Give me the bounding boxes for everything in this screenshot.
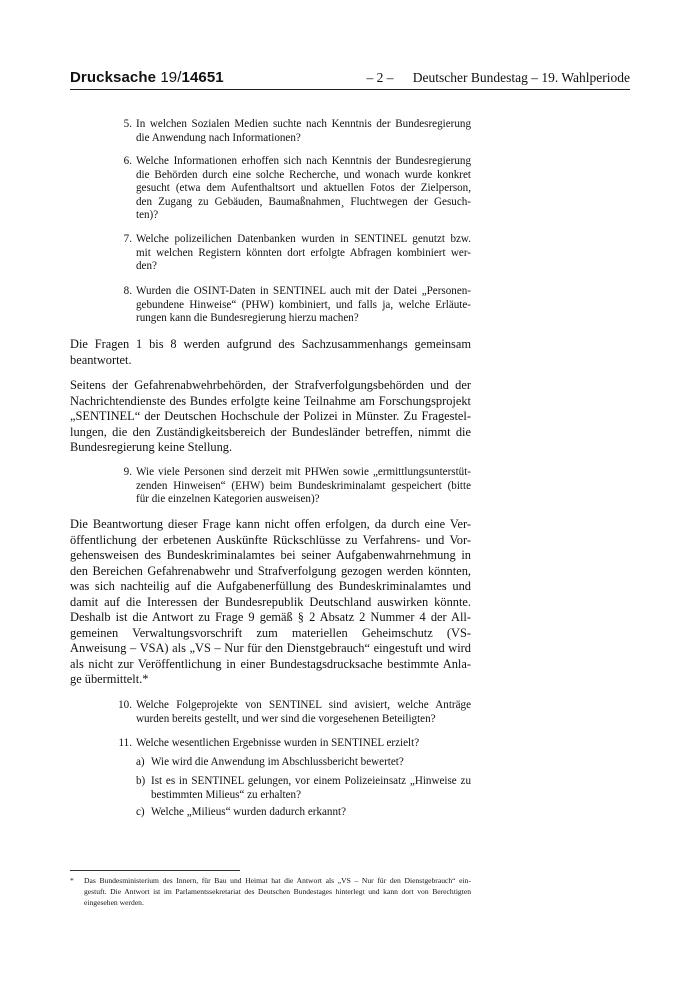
doc-number-prefix: 19/ <box>160 69 182 86</box>
question-11-b <box>136 775 471 802</box>
question-9 <box>123 466 471 507</box>
answer-1-8-body <box>70 378 471 456</box>
page-number: – 2 – <box>366 70 394 85</box>
doc-label: Drucksache <box>70 69 157 86</box>
sub-question-line: Welche „Milieus“ wurden dadurch erkannt? <box>151 806 347 818</box>
answer-9 <box>70 517 471 688</box>
question-line: In welchen Sozialen Medien suchte nach Kenntnis der Bundesregierung <box>136 118 471 130</box>
answer-line: Die Fragen 1 bis 8 werden aufgrund des Sachzusammenhangs gemeinsam <box>70 337 471 351</box>
question-line: Welche polizeilichen Datenbanken wurden in SENTINEL genutzt bzw. <box>136 233 471 245</box>
question-line: Welche Folgeprojekte von SENTINEL sind avisiert, welche Anträge <box>136 699 471 711</box>
sub-question-line: bestimmten Milieus“ zu erhalten? <box>151 788 302 801</box>
question-5 <box>123 118 471 145</box>
answer-1-8-intro <box>70 337 471 368</box>
question-line: die Behörden durch eine solche Recherche, und wonach wurde konkret <box>136 168 471 181</box>
question-number: 7. <box>123 233 132 245</box>
answer-line: den Bereichen Gefahrenabwehr und Strafverfolgung gezogen werden könnten, <box>70 563 471 578</box>
answer-line: gehensweisen des Bundeskriminalamtes bei seiner Aufgabenwahrnehmung in <box>70 548 471 562</box>
header-rule <box>70 89 630 90</box>
question-10 <box>118 699 471 726</box>
answer-line: lungen, die den Zuständigkeitsbereich der Bundesländer betreffen, nimmt die <box>70 424 471 439</box>
page-header <box>70 69 630 89</box>
question-number: 11. <box>118 737 132 749</box>
sub-question-line: Wie wird die Anwendung im Abschlussbericht bewertet? <box>151 756 404 768</box>
answer-line: damit auf die Interessen der Bundesrepublik Deutschland auswirken könnte. <box>70 594 471 609</box>
question-line: Wurden die OSINT-Daten in SENTINEL auch mit der Datei „Personen- <box>136 285 471 297</box>
document-number <box>70 69 224 86</box>
footnote-line: eingesehen werden. <box>84 898 144 907</box>
question-8 <box>123 285 471 326</box>
question-11 <box>118 737 471 751</box>
answer-line: als nicht zur Veröffentlichung in einer Bundestagsdrucksache bestimmte Anla- <box>70 656 471 671</box>
header-parliament: Deutscher Bundestag – 19. Wahlperiode <box>412 70 630 85</box>
sub-question-letter: b) <box>136 775 146 787</box>
answer-line: öffentlichung der erbetenen Auskünfte Rückschlüsse zu Verfahrens- und Vor- <box>70 532 471 547</box>
footnote-mark: * <box>70 876 74 885</box>
question-line: Welche wesentlichen Ergebnisse wurden in SENTINEL erzielt? <box>136 737 420 749</box>
answer-line: beantwortet. <box>70 352 132 367</box>
question-line: den? <box>136 260 157 273</box>
sub-question-letter: c) <box>136 806 145 818</box>
sub-question-line: Ist es in SENTINEL gelungen, vor einem Polizeieinsatz „Hinweise zu <box>151 775 471 787</box>
question-number: 5. <box>123 118 132 130</box>
question-line: wurden bereits gestellt, und wer sind die vorgesehenen Beteiligten? <box>136 712 436 725</box>
question-7 <box>123 233 471 274</box>
question-number: 8. <box>123 285 132 297</box>
question-11-c <box>136 806 471 820</box>
question-line: mit welchen Registern könnten dort erfolgte Abfragen kombiniert wer- <box>136 246 471 259</box>
question-number: 6. <box>123 155 132 167</box>
question-line: Welche Informationen erhoffen sich nach Kenntnis der Bundesregierung <box>136 155 471 167</box>
question-line: rungen kann die Bundesregierung hierzu machen? <box>136 312 359 325</box>
question-line: den Zugang zu Gebäuden, Baumaßnahmen¸ Fluchtwegen der Gesuch- <box>136 195 471 208</box>
answer-line: ge übermittelt.* <box>70 672 149 686</box>
answer-line: „SENTINEL“ der Deutschen Hochschule der Polizei in Münster. Zu Fragestel- <box>70 409 471 423</box>
answer-line: Die Beantwortung dieser Frage kann nicht offen erfolgen, da durch eine Ver- <box>70 517 471 531</box>
doc-number-bold: 14651 <box>181 69 224 86</box>
question-line: zenden Hinweisen“ (EHW) beim Bundeskriminalamt gespeichert (bitte <box>136 479 471 492</box>
footnote-line: gestuft. Die Antwort ist im Parlamentssekretariat des Deutschen Bundestages hinterlegt und kann dort von Berechtigten <box>84 887 471 896</box>
answer-line: gemeinen Verwaltungsvorschrift zum materiellen Geheimschutz (VS- <box>70 625 471 640</box>
question-line: gebundene Hinweise“ (PHW) kombiniert, und falls ja, welche Erläute- <box>136 298 471 311</box>
question-11-a <box>136 756 471 770</box>
answer-line: Deshalb ist die Antwort zu Frage 9 gemäß § 2 Absatz 2 Nummer 4 der All- <box>70 610 471 624</box>
footnote-rule <box>70 870 240 871</box>
question-line: gesucht (etwa dem Aufenthaltsort und aktuellen Fotos der Zielperson, <box>136 182 471 195</box>
footnote-line: Das Bundesministerium des Innern, für Bau und Heimat hat die Antwort als „VS – Nur für den Dienstgebrauch“ ein- <box>84 876 471 885</box>
answer-line: Seitens der Gefahrenabwehrbehörden, der Strafverfolgungsbehörden und der <box>70 378 471 392</box>
answer-line: Bundesregierung keine Stellung. <box>70 440 233 454</box>
sub-question-letter: a) <box>136 756 145 768</box>
answer-line: Anweisung – VSA) als „VS – Nur für den Dienstgebrauch“ eingestuft und wird <box>70 641 471 655</box>
question-number: 9. <box>123 466 132 478</box>
question-6 <box>123 155 471 223</box>
question-line: Wie viele Personen sind derzeit mit PHWen sowie „ermittlungsunterstüt- <box>136 466 471 478</box>
answer-line: was sich nachteilig auf die Aufgabenerfüllung des Bundeskriminalamtes und <box>70 579 471 593</box>
question-line: für die einzelnen Kategorien ausweisen)? <box>136 493 320 506</box>
question-line: ten)? <box>136 209 159 222</box>
question-line: die Anwendung nach Informationen? <box>136 131 301 144</box>
question-number: 10. <box>118 699 132 711</box>
answer-line: Nachrichtendienste des Bundes erfolgte keine Teilnahme am Forschungsprojekt <box>70 393 471 408</box>
